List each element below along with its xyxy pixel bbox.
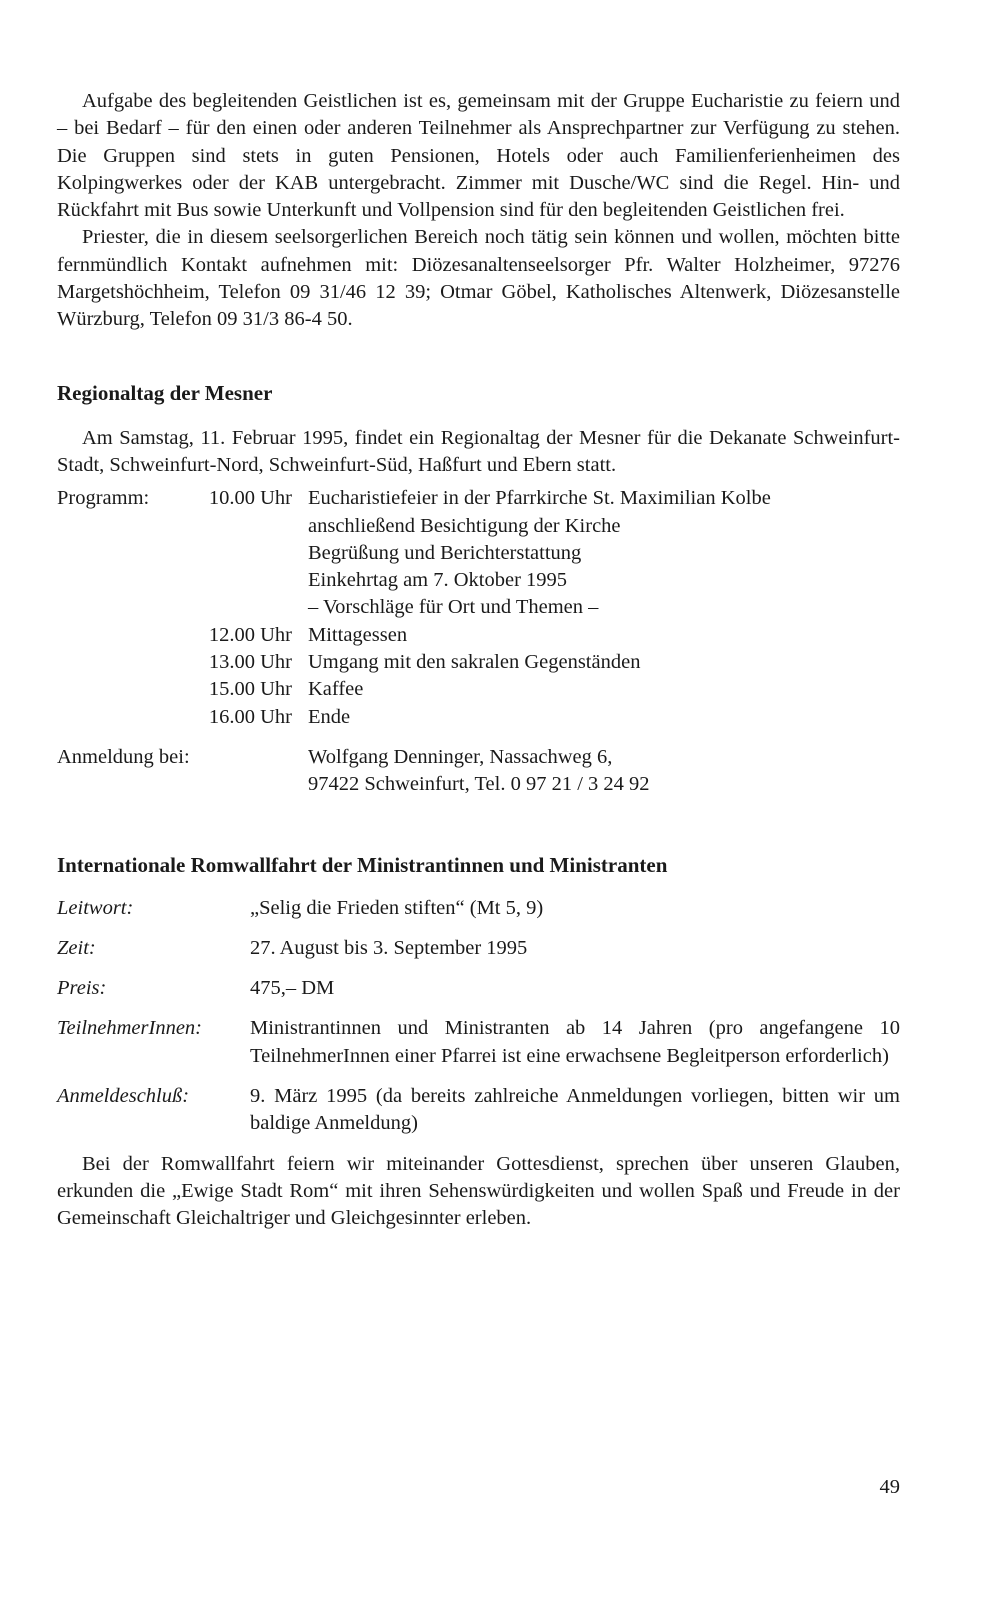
mesner-intro: Am Samstag, 11. Februar 1995, findet ein Regionaltag der Mesner für die Dekanate Schweinfurt-Stadt, Schweinfurt-Nord, Schweinfurt-Süd, Haßfurt und Ebern statt.: [57, 426, 900, 476]
program-time: 15.00 Uhr: [208, 678, 292, 701]
program-label: Programm:: [57, 487, 150, 510]
program-time: 10.00 Uhr: [208, 487, 292, 510]
registration-line: Wolfgang Denninger, Nassachweg 6,: [308, 745, 613, 768]
detail-value: 27. August bis 3. September 1995: [250, 936, 528, 959]
program-row: [57, 485, 771, 621]
detail-row: [57, 935, 900, 975]
detail-label: Preis:: [57, 977, 107, 1000]
program-row: [57, 676, 771, 703]
intro-paragraph-2: Priester, die in diesem seelsorgerlichen Bereich noch tätig sein können und wollen, möchten bitte fernmündlich Kontakt aufnehmen mit: Diözesanaltenseelsorger Pfr. Walter Holzheimer, 97276 Margetshöchheim, Telefon 09 31/46 12 39; Otmar Göbel, Katholisches Altenwerk, Diözesanstelle Würzburg, Telefon 09 31/3 86-4 50.: [57, 226, 900, 331]
program-activity: Kaffee: [308, 678, 364, 701]
program-activity-line: Eucharistiefeier in der Pfarrkirche St. Maximilian Kolbe: [308, 487, 771, 510]
program-row: [57, 649, 771, 676]
program-activity: Umgang mit den sakralen Gegenständen: [308, 651, 641, 674]
program-activity-line: Begrüßung und Berichterstattung: [308, 541, 582, 564]
detail-row: [57, 1015, 900, 1083]
program-time: 16.00 Uhr: [208, 705, 292, 728]
detail-value: „Selig die Frieden stiften“ (Mt 5, 9): [250, 896, 544, 919]
romwallfahrt-closing: Bei der Romwallfahrt feiern wir miteinander Gottesdienst, sprechen über unseren Glauben, erkunden die „Ewige Stadt Rom“ mit ihren Sehenswürdigkeiten und wollen Spaß und Freude in der Gemeinschaft Gleichaltriger und Gleichgesinnter erleben.: [57, 1152, 900, 1230]
program-activity: Ende: [308, 705, 351, 728]
program-activity-line: Einkehrtag am 7. Oktober 1995: [308, 569, 568, 592]
program-time: 13.00 Uhr: [208, 651, 292, 674]
program-activity-line: – Vorschläge für Ort und Themen –: [308, 596, 599, 619]
detail-value: Ministrantinnen und Ministranten ab 14 Jahren (pro angefangene 10 TeilnehmerInnen einer Pfarrei ist eine erwachsene Begleitperson erforderlich): [250, 1017, 900, 1067]
detail-label: Zeit:: [57, 936, 96, 959]
detail-row: [57, 895, 900, 935]
intro-paragraph-1: Aufgabe des begleitenden Geistlichen ist es, gemeinsam mit der Gruppe Eucharistie zu feiern und – bei Bedarf – für den einen oder anderen Teilnehmer als Ansprechpartner zur Verfügung zu stehen. Die Gruppen sind stets in guten Pensionen, Hotels oder auch Familienferienheimen des Kolpingwerkes oder der KAB untergebracht. Zimmer mit Dusche/WC sind die Regel. Hin- und Rückfahrt mit Bus sowie Unterkunft und Vollpension sind für den begleitenden Geistlichen frei.: [57, 90, 900, 222]
detail-label: Anmeldeschluß:: [57, 1085, 190, 1108]
detail-row: [57, 975, 900, 1015]
program-time: 12.00 Uhr: [208, 623, 292, 646]
registration-address: [308, 731, 771, 799]
program-activity: Mittagessen: [308, 623, 408, 646]
program-row: [57, 704, 771, 731]
program-activity-line: anschließend Besichtigung der Kirche: [308, 514, 621, 537]
registration-line: 97422 Schweinfurt, Tel. 0 97 21 / 3 24 92: [308, 773, 650, 796]
registration-row: [57, 731, 771, 799]
detail-value: 9. März 1995 (da bereits zahlreiche Anmeldungen vorliegen, bitten wir um baldige Anmeldung): [250, 1085, 900, 1135]
section-heading-romwallfahrt: Internationale Romwallfahrt der Ministrantinnen und Ministranten: [57, 852, 668, 877]
program-activity: [308, 485, 771, 621]
program-row: [57, 622, 771, 649]
detail-row: [57, 1083, 900, 1151]
section-heading-mesner: Regionaltag der Mesner: [57, 380, 273, 405]
program-table: [57, 485, 771, 798]
pilgrimage-details: [57, 895, 900, 1151]
detail-label: TeilnehmerInnen:: [57, 1017, 202, 1040]
registration-label: Anmeldung bei:: [57, 745, 190, 768]
detail-label: Leitwort:: [57, 896, 134, 919]
detail-value: 475,– DM: [250, 977, 335, 1000]
document-page: [57, 88, 900, 1233]
page-number: 49: [879, 1476, 900, 1498]
